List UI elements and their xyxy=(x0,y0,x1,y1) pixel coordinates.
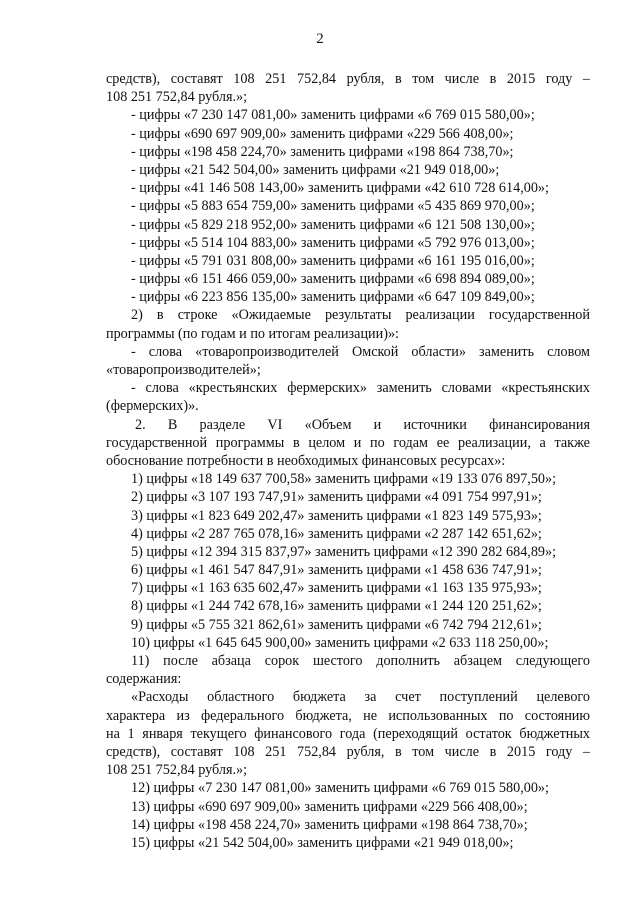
text-line: - цифры «7 230 147 081,00» заменить цифрами «6 769 015 580,00»; xyxy=(131,107,535,124)
text-line: - цифры «6 223 856 135,00» заменить цифрами «6 647 109 849,00»; xyxy=(131,289,535,306)
text-line: государственной программы в целом и по годам ее реализации, а также xyxy=(106,434,590,451)
text-line: - цифры «5 883 654 759,00» заменить цифрами «5 435 869 970,00»; xyxy=(131,198,535,215)
text-line: 13) цифры «690 697 909,00» заменить цифрами «229 566 408,00»; xyxy=(131,798,528,815)
text-line: средств), составят 108 251 752,84 рубля, в том числе в 2015 году – xyxy=(106,743,590,760)
text-line: - цифры «198 458 224,70» заменить цифрами «198 864 738,70»; xyxy=(131,143,514,160)
text-line: содержания: xyxy=(106,671,182,688)
page-number: 2 xyxy=(316,31,324,47)
text-line: характера из федерального бюджета, не использованных по состоянию xyxy=(106,707,590,724)
text-line: - цифры «21 542 504,00» заменить цифрами «21 949 018,00»; xyxy=(131,161,500,178)
text-line: «Расходы областного бюджета за счет поступлений целевого xyxy=(131,689,590,706)
text-line: 10) цифры «1 645 645 900,00» заменить цифрами «2 633 118 250,00»; xyxy=(131,634,549,651)
text-line: 8) цифры «1 244 742 678,16» заменить цифрами «1 244 120 251,62»; xyxy=(131,598,542,615)
text-line: 108 251 752,84 рубля.»; xyxy=(106,762,248,779)
text-line: 6) цифры «1 461 547 847,91» заменить цифрами «1 458 636 747,91»; xyxy=(131,562,542,579)
text-line: - цифры «5 791 031 808,00» заменить цифрами «6 161 195 016,00»; xyxy=(131,252,535,269)
text-line: - слова «товаропроизводителей Омской области» заменить словом xyxy=(131,343,590,360)
text-line: - цифры «6 151 466 059,00» заменить цифрами «6 698 894 089,00»; xyxy=(131,271,535,288)
text-line: 2) в строке «Ожидаемые результаты реализации государственной xyxy=(131,307,590,324)
text-line: 11) после абзаца сорок шестого дополнить абзацем следующего xyxy=(131,653,590,669)
text-line: - цифры «41 146 508 143,00» заменить цифрами «42 610 728 614,00»; xyxy=(131,180,549,197)
text-line: 1) цифры «18 149 637 700,58» заменить цифрами «19 133 076 897,50»; xyxy=(131,471,557,488)
text-line: средств), составят 108 251 752,84 рубля, в том числе в 2015 году – xyxy=(106,71,590,87)
text-line: - слова «крестьянских фермерских» заменить словами «крестьянских xyxy=(131,380,590,397)
text-line: 15) цифры «21 542 504,00» заменить цифрами «21 949 018,00»; xyxy=(131,834,514,851)
text-line: 12) цифры «7 230 147 081,00» заменить цифрами «6 769 015 580,00»; xyxy=(131,780,549,797)
text-line: 4) цифры «2 287 765 078,16» заменить цифрами «2 287 142 651,62»; xyxy=(131,525,542,542)
text-line: обоснование потребности в необходимых финансовых ресурсах»: xyxy=(106,452,506,469)
text-line: - цифры «690 697 909,00» заменить цифрами «229 566 408,00»; xyxy=(131,125,514,142)
text-line: 2. В разделе VI «Объем и источники финансирования xyxy=(135,416,590,433)
text-line: 3) цифры «1 823 649 202,47» заменить цифрами «1 823 149 575,93»; xyxy=(131,507,542,524)
text-line: 108 251 752,84 рубля.»; xyxy=(106,89,248,106)
text-line: «товаропроизводителей»; xyxy=(106,362,261,378)
text-line: (фермерских)». xyxy=(106,398,199,415)
text-line: 9) цифры «5 755 321 862,61» заменить цифрами «6 742 794 212,61»; xyxy=(131,616,542,633)
document-body xyxy=(106,70,590,852)
text-line: 14) цифры «198 458 224,70» заменить цифрами «198 864 738,70»; xyxy=(131,816,528,833)
text-line: 5) цифры «12 394 315 837,97» заменить цифрами «12 390 282 684,89»; xyxy=(131,543,557,560)
text-line: 2) цифры «3 107 193 747,91» заменить цифрами «4 091 754 997,91»; xyxy=(131,489,542,506)
text-line: программы (по годам и по итогам реализации)»: xyxy=(106,325,399,342)
text-line: - цифры «5 829 218 952,00» заменить цифрами «6 121 508 130,00»; xyxy=(131,216,535,233)
text-line: на 1 января текущего финансового года (переходящий остаток бюджетных xyxy=(106,725,590,742)
text-line: 7) цифры «1 163 635 602,47» заменить цифрами «1 163 135 975,93»; xyxy=(131,580,542,597)
text-line: - цифры «5 514 104 883,00» заменить цифрами «5 792 976 013,00»; xyxy=(131,234,535,251)
